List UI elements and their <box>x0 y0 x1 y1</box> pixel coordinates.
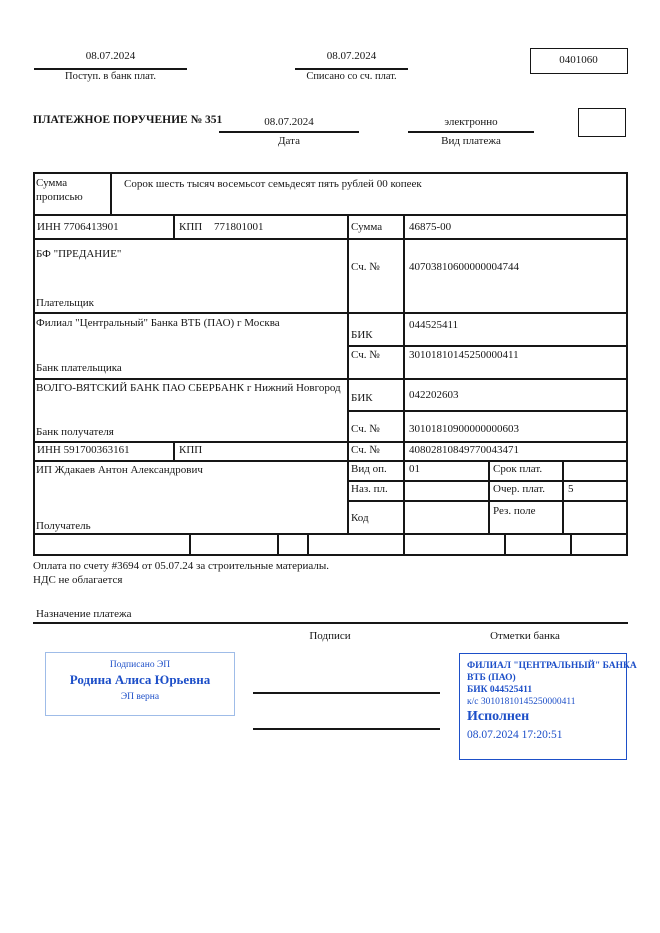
purpose-section-label: Назначение платежа <box>36 608 132 620</box>
naz-pl-label: Наз. пл. <box>351 483 388 495</box>
beneficiary-account-label: Сч. № <box>351 444 380 456</box>
received-date-underline <box>34 68 187 70</box>
ocher-plat-label: Очер. плат. <box>493 483 546 495</box>
vid-op-value: 01 <box>409 463 420 475</box>
document-title: ПЛАТЕЖНОЕ ПОРУЧЕНИЕ № 351 <box>33 114 223 126</box>
grid-line-v <box>307 533 309 555</box>
grid-line-v <box>347 214 349 535</box>
beneficiary-bank-account-value: 30101810900000000603 <box>409 423 519 435</box>
document-date-underline <box>219 131 359 133</box>
payment-kind-value: электронно <box>444 116 498 128</box>
signature-stamp-line-3: ЭП верна <box>120 692 160 702</box>
beneficiary-bank-name: ВОЛГО-ВЯТСКИЙ БАНК ПАО СБЕРБАНК г Нижний Новгород <box>36 382 341 394</box>
beneficiary-section-label: Получатель <box>36 520 91 532</box>
beneficiary-inn: ИНН 591700363161 <box>37 444 130 456</box>
debited-date-underline <box>295 68 408 70</box>
grid-line-h <box>33 533 628 535</box>
signature-stamp-line-1: Подписано ЭП <box>109 660 171 670</box>
grid-line-v <box>504 533 506 555</box>
payer-bank-bik-value: 044525411 <box>409 319 459 331</box>
payer-kpp-value: 771801001 <box>214 221 264 233</box>
beneficiary-bank-bik-value: 042202603 <box>409 389 459 401</box>
document-date-label: Дата <box>278 135 300 147</box>
grid-line-v <box>570 533 572 555</box>
status-field-box <box>578 108 626 137</box>
form-code: 0401060 <box>559 54 598 66</box>
bank-stamp-status: Исполнен <box>467 709 530 724</box>
bank-marks-header: Отметки банка <box>490 630 560 642</box>
beneficiary-bank-section-label: Банк получателя <box>36 426 114 438</box>
beneficiary-name: ИП Ждакаев Антон Александрович <box>36 464 203 476</box>
purpose-section-line <box>33 622 628 624</box>
payer-bank-bik-label: БИК <box>351 329 373 341</box>
payer-bank-account-label: Сч. № <box>351 349 380 361</box>
payer-account-label: Сч. № <box>351 261 380 273</box>
payer-bank-account-value: 30101810145250000411 <box>409 349 519 361</box>
payer-name: БФ "ПРЕДАНИЕ" <box>36 248 122 260</box>
grid-line-v <box>626 172 628 556</box>
debited-date: 08.07.2024 <box>326 50 377 62</box>
signature-stamp-name: Родина Алиса Юрьевна <box>69 672 211 687</box>
signature-line-1 <box>253 692 440 694</box>
payer-inn: ИНН 7706413901 <box>37 221 119 233</box>
srok-plat-label: Срок плат. <box>493 463 543 475</box>
payment-kind-underline <box>408 131 534 133</box>
grid-line-v <box>403 214 405 556</box>
signatures-header: Подписи <box>309 630 351 642</box>
document-date: 08.07.2024 <box>264 116 314 128</box>
received-date-label: Поступ. в банк плат. <box>65 71 156 82</box>
beneficiary-bank-bik-label: БИК <box>351 392 373 404</box>
beneficiary-account-value: 40802810849770043471 <box>409 444 519 456</box>
amount-words-label-1: Сумма <box>36 177 68 189</box>
grid-line-v <box>488 460 490 535</box>
rez-pole-label: Рез. поле <box>493 505 536 517</box>
payment-kind-label: Вид платежа <box>441 135 501 147</box>
form-code-box <box>530 48 628 74</box>
amount-words-label-2: прописью <box>36 191 83 203</box>
payer-section-label: Плательщик <box>36 297 94 309</box>
grid-line-h <box>347 345 628 347</box>
grid-line-h <box>33 378 628 380</box>
payer-bank-name: Филиал "Центральный" Банка ВТБ (ПАО) г Москва <box>36 317 280 329</box>
ocher-plat-value: 5 <box>568 483 574 495</box>
amount-label: Сумма <box>351 221 383 233</box>
grid-line-v <box>173 214 175 240</box>
grid-line-v <box>33 172 35 556</box>
received-date: 08.07.2024 <box>85 50 136 62</box>
grid-line-h <box>33 441 628 443</box>
purpose-line-2: НДС не облагается <box>33 574 123 586</box>
grid-line-h <box>33 312 628 314</box>
amount-value: 46875-00 <box>409 221 452 233</box>
grid-line-h <box>33 172 628 174</box>
purpose-line-1: Оплата по счету #3694 от 05.07.24 за строительные материалы. <box>33 560 329 572</box>
bank-stamp-corr-account: к/с 30101810145250000411 <box>467 697 576 707</box>
bank-stamp-bank-line-2: ВТБ (ПАО) <box>467 673 516 683</box>
grid-line-h <box>33 238 628 240</box>
kod-label: Код <box>351 512 369 524</box>
grid-line-h <box>347 410 628 412</box>
payer-account-value: 40703810600000004744 <box>409 261 519 273</box>
vid-op-label: Вид оп. <box>351 463 387 475</box>
payer-kpp-label: КПП <box>179 221 203 233</box>
grid-line-v <box>562 460 564 535</box>
bank-stamp-bank-line-1: ФИЛИАЛ "ЦЕНТРАЛЬНЫЙ" БАНКА <box>467 661 637 671</box>
bank-stamp-bik: БИК 044525411 <box>467 685 533 695</box>
beneficiary-bank-account-label: Сч. № <box>351 423 380 435</box>
signature-line-2 <box>253 728 440 730</box>
grid-line-h <box>33 460 628 462</box>
beneficiary-kpp-label: КПП <box>179 444 203 456</box>
grid-line-h <box>33 214 628 216</box>
debited-date-label: Списано со сч. плат. <box>306 71 397 82</box>
amount-words-value: Сорок шесть тысяч восемьсот семьдесят пять рублей 00 копеек <box>124 178 422 190</box>
bank-stamp-datetime: 08.07.2024 17:20:51 <box>467 729 563 741</box>
grid-line-v <box>277 533 279 555</box>
grid-line-v <box>110 172 112 216</box>
grid-line-v <box>189 533 191 555</box>
payer-bank-section-label: Банк плательщика <box>36 362 122 374</box>
grid-line-v <box>173 441 175 462</box>
grid-line-h <box>33 554 628 556</box>
